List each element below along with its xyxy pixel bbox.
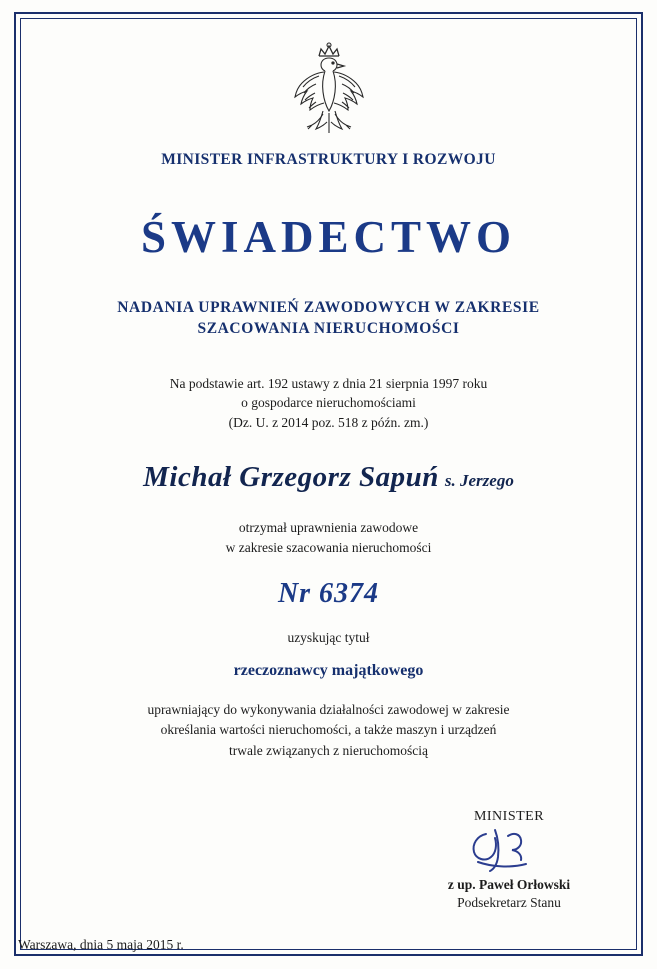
legal-basis-line3: (Dz. U. z 2014 poz. 518 z późn. zm.) bbox=[228, 414, 429, 430]
received-statement bbox=[40, 518, 617, 559]
handwritten-signature-icon bbox=[379, 825, 639, 877]
certificate-subtitle bbox=[40, 298, 617, 340]
scope-description bbox=[40, 700, 617, 761]
certificate-title: ŚWIADECTWO bbox=[140, 212, 517, 262]
gaining-title-label: uzyskując tytuł bbox=[287, 630, 370, 646]
certificate-subtitle-line1: NADANIA UPRAWNIEŃ ZAWODOWYCH W ZAKRESIE bbox=[117, 299, 540, 316]
signature-block bbox=[379, 809, 639, 911]
legal-basis-line2: o gospodarce nieruchomościami bbox=[241, 395, 416, 411]
recipient-name: Michał Grzegorz Sapuń bbox=[143, 460, 439, 493]
signed-by-name: z up. Paweł Orłowski bbox=[447, 877, 571, 892]
polish-eagle-emblem-icon bbox=[40, 38, 617, 143]
recipient bbox=[40, 461, 617, 494]
legal-basis bbox=[40, 374, 617, 433]
ministry-heading: MINISTER INFRASTRUKTURY I ROZWOJU bbox=[161, 151, 496, 168]
signed-by-role: Podsekretarz Stanu bbox=[457, 895, 561, 910]
granted-professional-title: rzeczoznawcy majątkowego bbox=[233, 662, 424, 680]
scope-line2: określania wartości nieruchomości, a także maszyn i urządzeń bbox=[160, 722, 497, 738]
received-statement-line2: w zakresie szacowania nieruchomości bbox=[225, 539, 432, 555]
certificate-number: Nr 6374 bbox=[277, 578, 380, 610]
certificate-subtitle-line2: SZACOWANIA NIERUCHOMOŚCI bbox=[197, 319, 460, 337]
minister-label: MINISTER bbox=[473, 809, 545, 824]
scope-line1: uprawniający do wykonywania działalności zawodowej w zakresie bbox=[147, 702, 510, 718]
scope-line3: trwale związanych z nieruchomością bbox=[228, 742, 429, 758]
recipient-father-name: s. Jerzego bbox=[444, 470, 514, 490]
certificate-content bbox=[40, 30, 617, 939]
legal-basis-line1: Na podstawie art. 192 ustawy z dnia 21 sierpnia 1997 roku bbox=[169, 375, 488, 391]
place-and-date: Warszawa, dnia 5 maja 2015 r. bbox=[18, 937, 184, 952]
received-statement-line1: otrzymał uprawnienia zawodowe bbox=[238, 519, 419, 535]
